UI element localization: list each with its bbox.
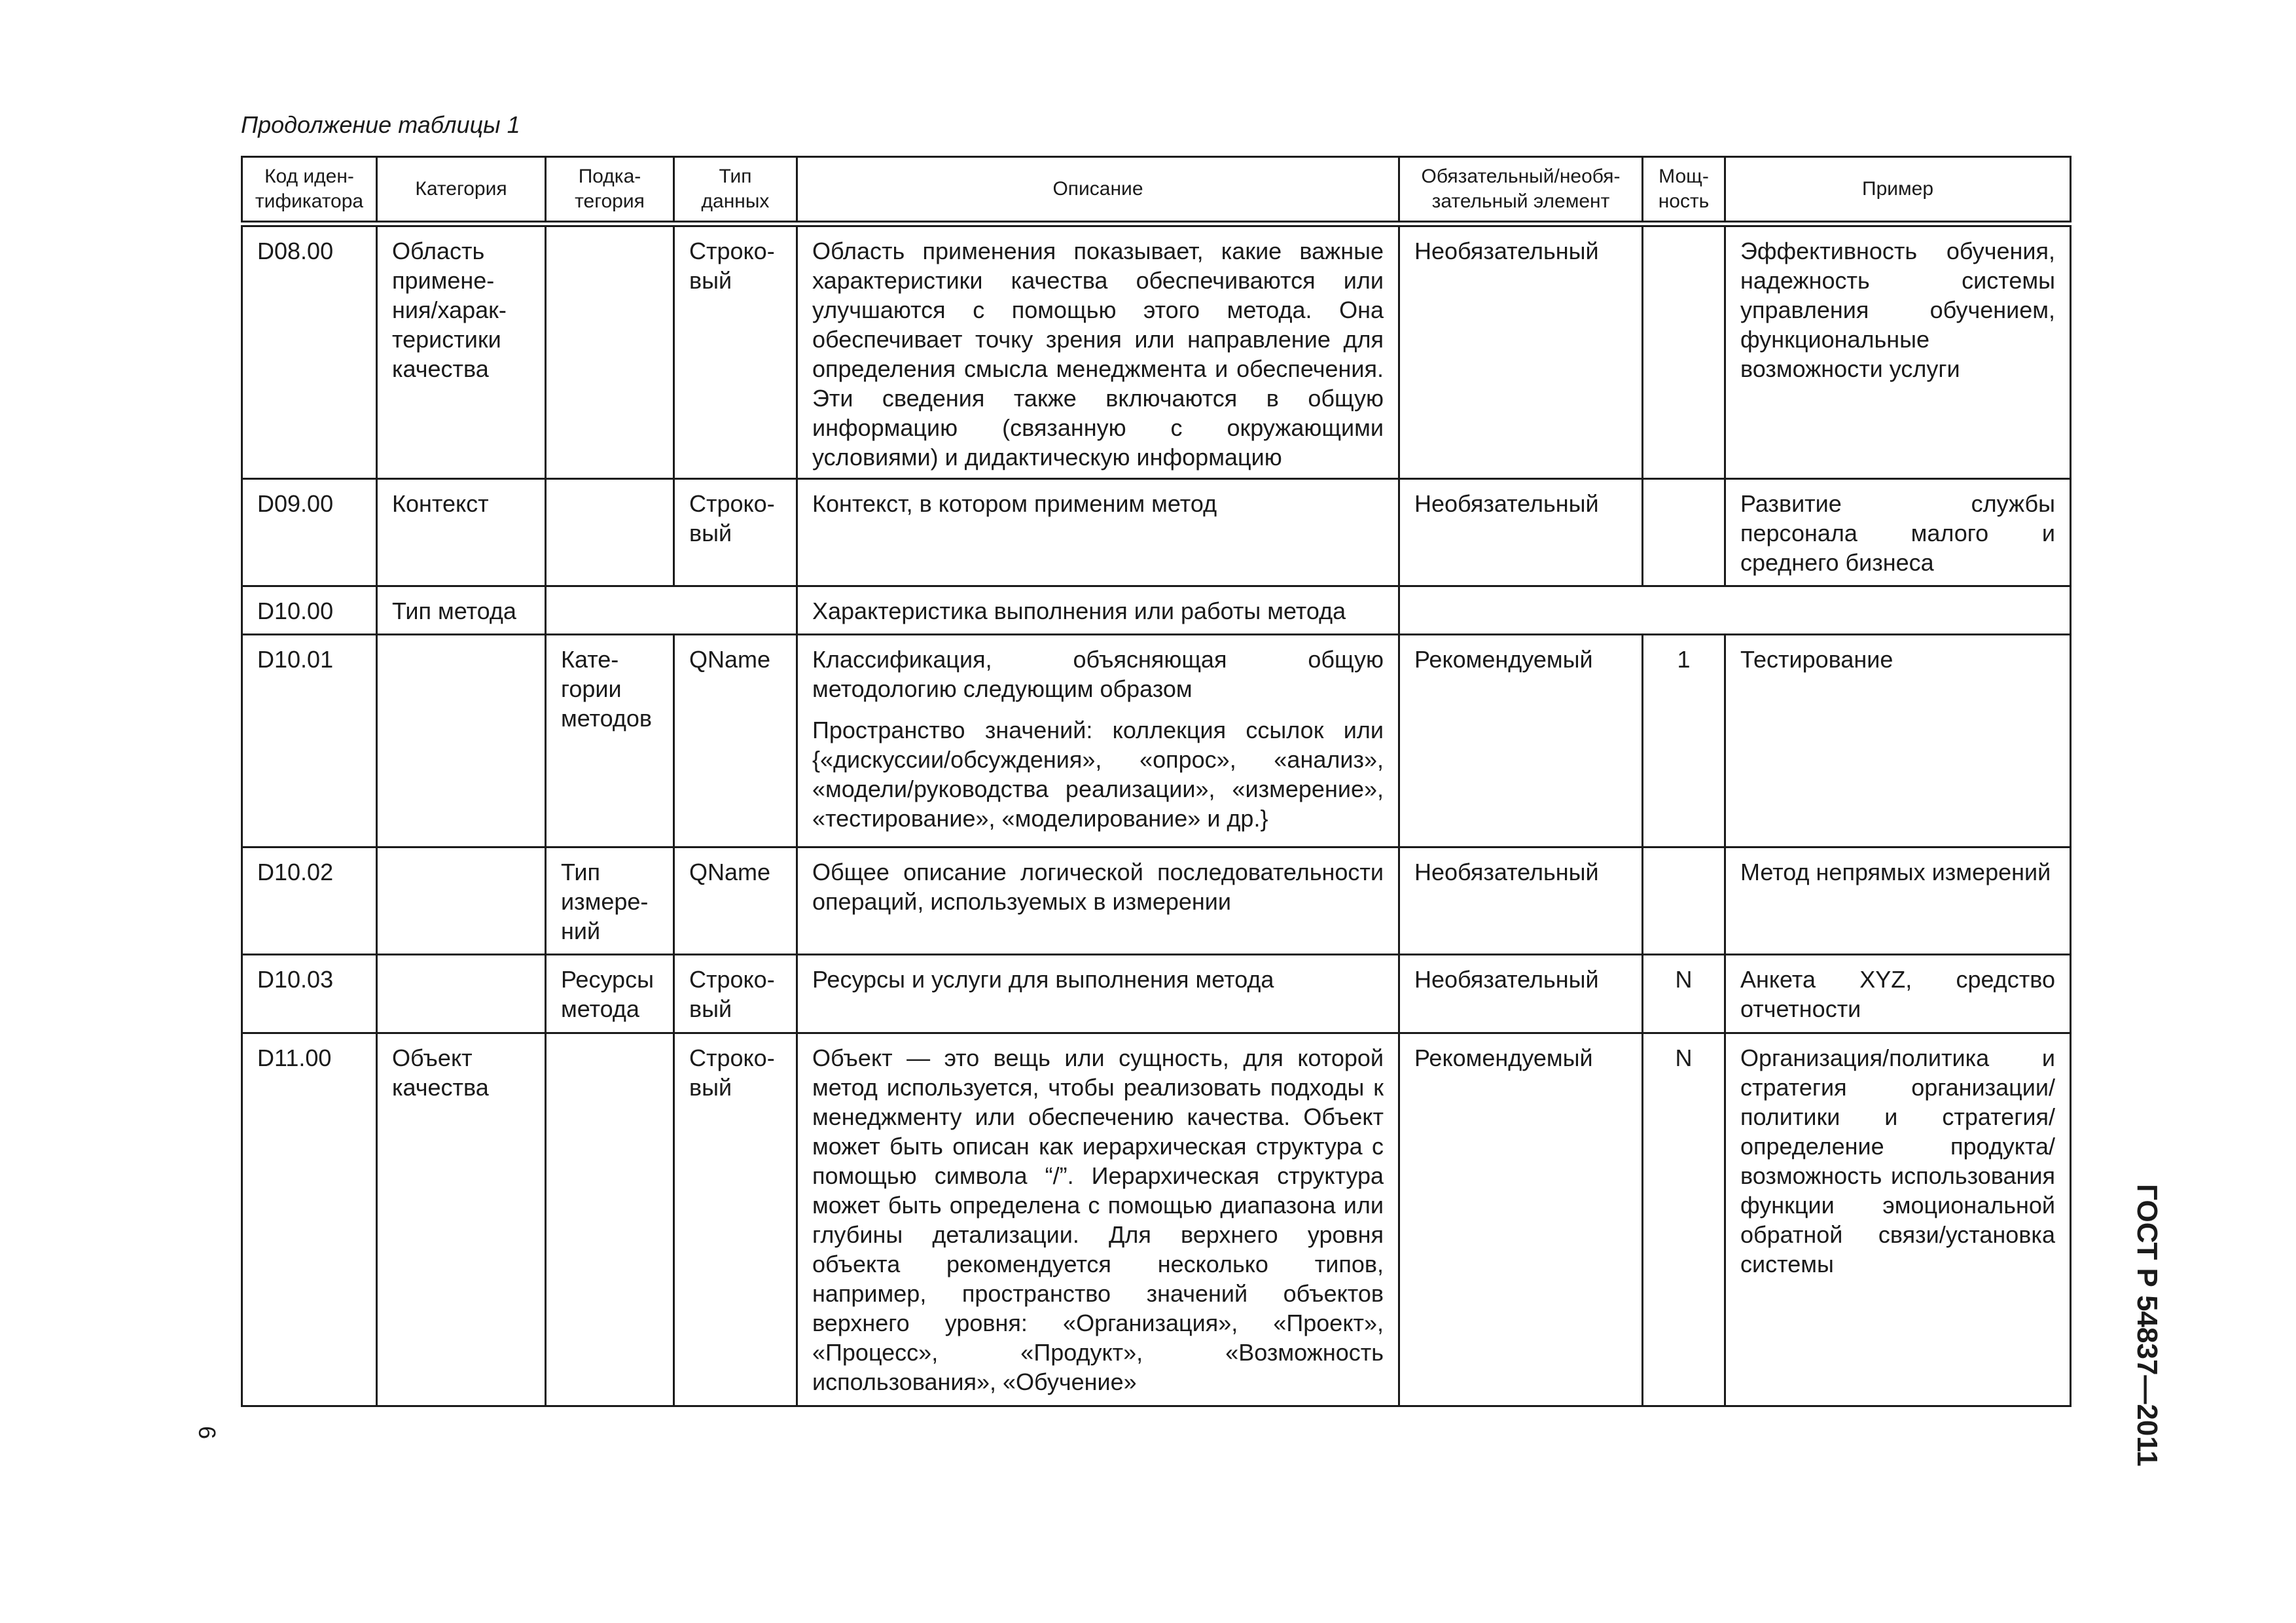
cell-example: Организация/политика и стратегия организации/политики и стратегия/определение продукта/возможность использования функции эмоциональной обратной связи/установка системы [1725,1033,2071,1406]
cell-data-type: Строко- вый [674,955,797,1033]
cell-description [797,955,1399,1033]
cell-empty-merged [1399,586,2071,635]
cell-description [797,635,1399,847]
cell-power: N [1643,1033,1725,1406]
cell-code: D10.01 [242,635,377,847]
cell-code: D11.00 [242,1033,377,1406]
cell-subcategory: Кате- гории методов [546,635,674,847]
cell-obligation: Рекомендуемый [1399,1033,1643,1406]
description-paragraph: Пространство значений: коллекция ссылок или {«дискуссии/обсуждения», «опрос», «анализ», «модели/руководства реализации», «измерение», «тестирование», «моделирование» и др.} [812,717,1384,832]
cell-code: D08.00 [242,224,377,479]
cell-description [797,479,1399,586]
cell-data-type: Строко- вый [674,479,797,586]
cell-data-type: QName [674,847,797,955]
cell-example: Метод непрямых измерений [1725,847,2071,955]
cell-power: 1 [1643,635,1725,847]
cell-category [377,635,546,847]
header-data-type: Тип данных [674,157,797,224]
table-caption: Продолжение таблицы 1 [241,111,520,138]
cell-subcategory: Тип измере- ний [546,847,674,955]
cell-empty-merged [546,586,797,635]
description-paragraph: Область применения показывает, какие важные характеристики качества обеспечиваются или улучшаются с помощью этого метода. Она обеспечивает точку зрения или направление для определения смысла менеджмента и обеспечения. Эти сведения также включаются в общую информацию (связанную с окружающими условиями) и дидактическую информацию [812,237,1384,471]
cell-data-type: Строко- вый [674,1033,797,1406]
cell-obligation: Необязательный [1399,955,1643,1033]
header-description: Описание [797,157,1399,224]
cell-code: D10.03 [242,955,377,1033]
table-row [242,955,2071,1033]
header-obligation: Обязательный/необя- зательный элемент [1399,157,1643,224]
cell-category: Область примене- ния/харак- теристики качества [377,224,546,479]
table-row [242,586,2071,635]
cell-subcategory [546,224,674,479]
cell-description [797,586,1399,635]
description-paragraph: Общее описание логической последовательности операций, используемых в измерении [812,859,1384,915]
page-number: 6 [194,1425,221,1440]
cell-data-type: QName [674,635,797,847]
document-designation: ГОСТ Р 54837—2011 [2131,1184,2163,1467]
description-paragraph: Контекст, в котором применим метод [812,490,1217,517]
cell-power [1643,847,1725,955]
cell-description [797,224,1399,479]
cell-subcategory [546,1033,674,1406]
cell-obligation: Необязательный [1399,479,1643,586]
cell-example: Эффективность обучения, надежность системы управления обучением, функциональные возможности услуги [1725,224,2071,479]
cell-obligation: Рекомендуемый [1399,635,1643,847]
cell-code: D09.00 [242,479,377,586]
description-paragraph: Классификация, объясняющая общую методологию следующим образом [812,646,1384,702]
requirements-table [241,156,2072,1407]
header-example: Пример [1725,157,2071,224]
table-header-row [242,157,2071,224]
cell-code: D10.00 [242,586,377,635]
cell-category: Объект качества [377,1033,546,1406]
cell-example: Анкета XYZ, средство отчетности [1725,955,2071,1033]
table-row [242,224,2071,479]
description-paragraph: Объект — это вещь или сущность, для которой метод используется, чтобы реализовать подходы к менеджменту или обеспечению качества. Объект может быть описан как иерархическая структура с помощью символа “/”. Иерархическая структура может быть определена с помощью диапазона или глубины детализации. Для верхнего уровня объекта рекомендуется несколько типов, например, пространство значений объектов верхнего уровня: «Организация», «Проект», «Процесс», «Продукт», «Возможность использования», «Обучение» [812,1044,1384,1395]
cell-data-type: Строко- вый [674,224,797,479]
cell-category: Тип метода [377,586,546,635]
cell-example: Тестирование [1725,635,2071,847]
table-row [242,847,2071,955]
header-code: Код иден- тификатора [242,157,377,224]
cell-obligation: Необязательный [1399,847,1643,955]
header-subcategory: Подка- тегория [546,157,674,224]
cell-category [377,955,546,1033]
description-paragraph: Ресурсы и услуги для выполнения метода [812,966,1274,993]
cell-category [377,847,546,955]
cell-description [797,1033,1399,1406]
cell-description [797,847,1399,955]
cell-obligation: Необязательный [1399,224,1643,479]
cell-example: Развитие службы персонала малого и среднего бизнеса [1725,479,2071,586]
table-row [242,479,2071,586]
cell-code: D10.02 [242,847,377,955]
cell-power [1643,224,1725,479]
cell-power: N [1643,955,1725,1033]
table-row [242,1033,2071,1406]
cell-subcategory [546,479,674,586]
description-paragraph: Характеристика выполнения или работы метода [812,597,1346,624]
cell-power [1643,479,1725,586]
header-power: Мощ- ность [1643,157,1725,224]
header-category: Категория [377,157,546,224]
table-row [242,635,2071,847]
cell-category: Контекст [377,479,546,586]
cell-subcategory: Ресурсы метода [546,955,674,1033]
